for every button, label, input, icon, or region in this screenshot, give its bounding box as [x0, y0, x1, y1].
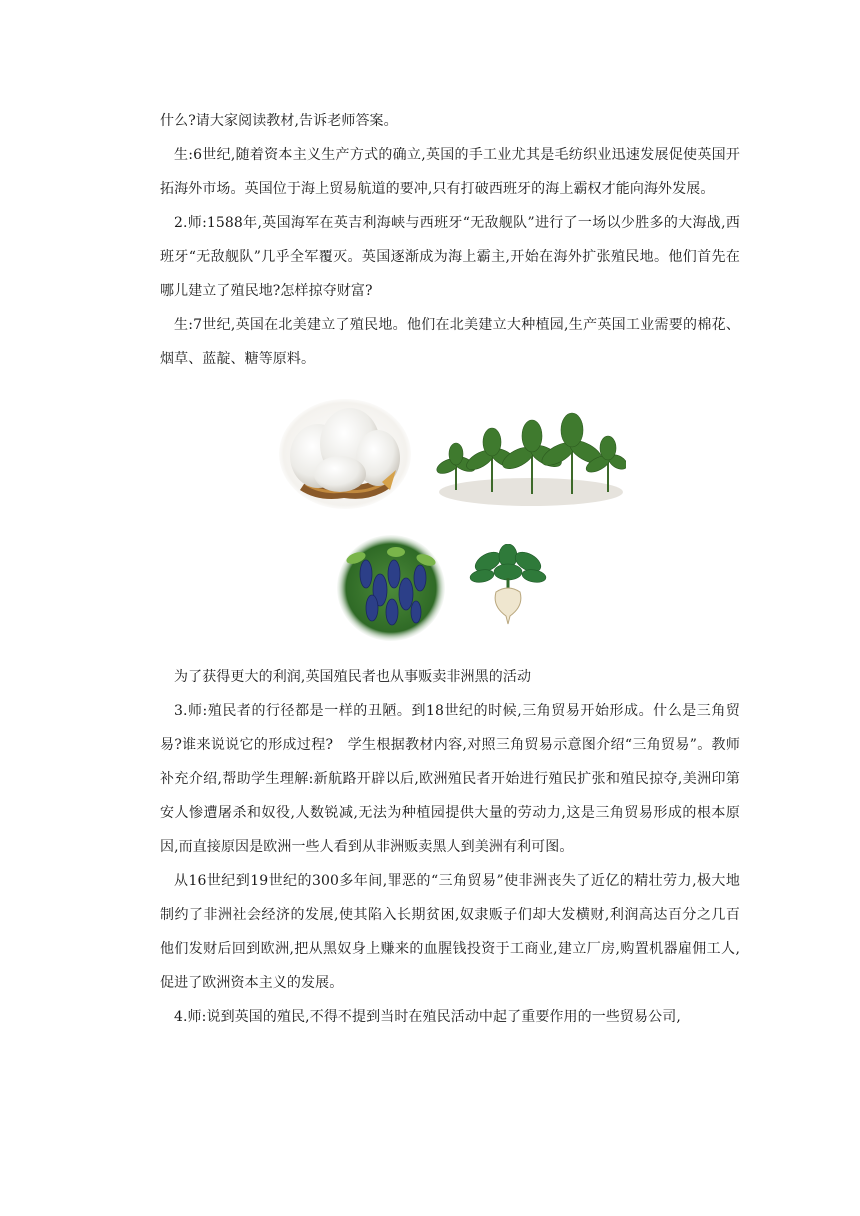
tobacco-plants-icon: [436, 408, 626, 508]
paragraph-7: 从16世纪到19世纪的300多年间,罪恶的“三角贸易”使非洲丧失了近亿的精壮劳力,极大地制约了非洲社会经济的发展,使其陷入长期贫困,奴隶贩子们却大发横财,利润高达百分之几百 他们发财后回到欧洲,把从黑奴身上赚来的血腥钱投资于工商业,建立厂房,购置机器雇佣工人,促进了欧洲资本主义的发展。: [160, 873, 755, 991]
paragraph-1: 什么?请大家阅读教材,告诉老师答案。: [160, 113, 398, 129]
paragraph-4: 生:7世纪,英国在北美建立了殖民地。他们在北美建立大种植园,生产英国工业需要的棉花、烟草、蓝靛、糖等原料。: [160, 317, 740, 367]
paragraph-8: 4.师:说到英国的殖民,不得不提到当时在殖民活动中起了重要作用的一些贸易公司,: [174, 1009, 681, 1025]
paragraph-2: 生:6世纪,随着资本主义生产方式的确立,英国的手工业尤其是毛纺织业迅速发展促使英国开拓海外市场。英国位于海上贸易航道的要冲,只有打破西班牙的海上霸权才能向海外发展。: [160, 147, 740, 197]
paragraph-3: 2.师:1588年,英国海军在英吉利海峡与西班牙“无敌舰队”进行了一场以少胜多的大海战,西班牙“无敌舰队”几乎全军覆灭。英国逐渐成为海上霸主,开始在海外扩张殖民地。他们首先在哪儿建立了殖民地?怎样掠夺财富?: [160, 215, 740, 299]
paragraph-6: 3.师:殖民者的行径都是一样的丑陋。到18世纪的时候,三角贸易开始形成。什么是三角贸易?谁来说说它的形成过程? 学生根据教材内容,对照三角贸易示意图介绍“三角贸易”。教师补充介绍,帮助学生理解:新航路开辟以后,欧洲殖民者开始进行殖民扩张和殖民掠夺,美洲印第安人惨遭屠杀和奴役,人数锐减,无法为种植园提供大量的劳动力,这是三角贸易形成的根本原因,而直接原因是欧洲一些人看到从非洲贩卖黑人到美洲有利可图。: [160, 703, 740, 855]
sugar-beet-icon: [468, 544, 548, 626]
document-page: [160, 104, 755, 1034]
image-row-2: [160, 530, 740, 650]
indigo-berries-icon: [336, 534, 446, 642]
cotton-boll-icon: [278, 398, 412, 510]
image-row-1: [160, 394, 740, 524]
paragraph-5: 为了获得更大的利润,英国殖民者也从事贩卖非洲黑的活动: [174, 669, 532, 685]
